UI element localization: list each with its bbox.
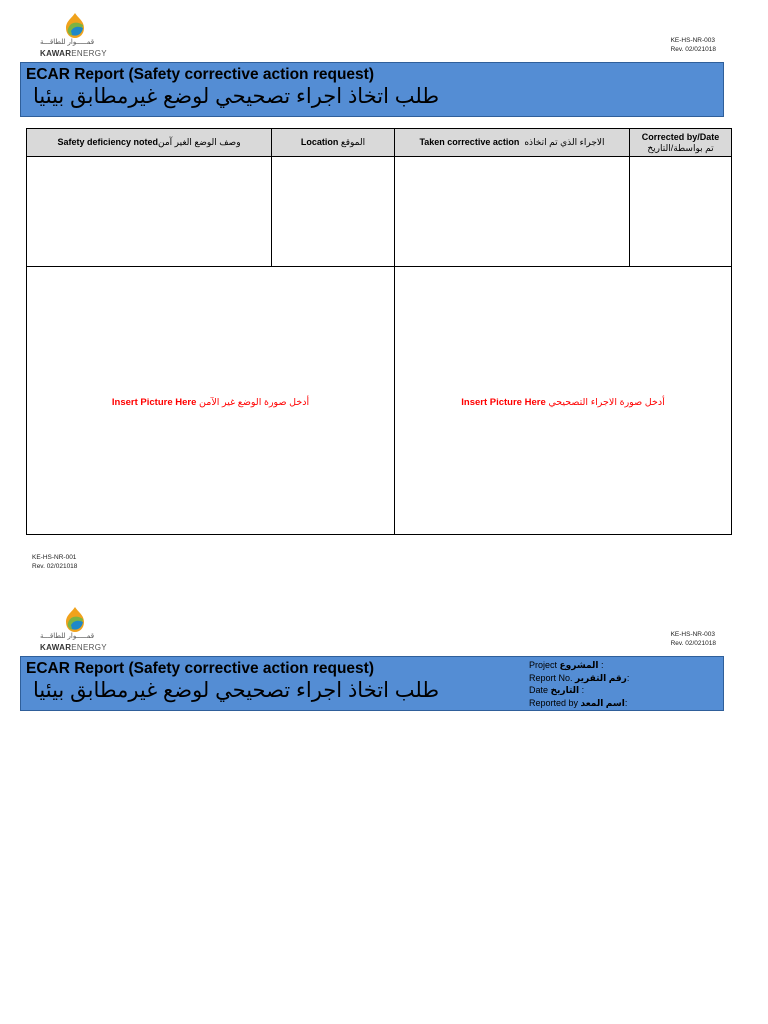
picture-placeholder-unsafe[interactable] — [27, 267, 395, 535]
document-reference — [671, 36, 716, 54]
table-header-row — [27, 129, 732, 157]
safety-deficiency-cell[interactable] — [27, 157, 272, 267]
company-logo — [40, 12, 116, 60]
report-title-banner — [20, 62, 724, 117]
picture-placeholder-corrective[interactable] — [395, 267, 732, 535]
document-revision: Rev. 02/021018 — [670, 640, 716, 647]
header-corrected-by: Corrected by/Date تم بواسطة/التاريخ — [630, 129, 732, 157]
report-title-banner — [20, 656, 724, 711]
report-title: ECAR Report (Safety corrective action request) — [26, 66, 374, 83]
footer-document-code: KE-HS-NR-001 — [32, 554, 77, 561]
picture-row — [27, 267, 732, 535]
report-title-arabic: طلب اتخاذ اجراء تصحيحي لوضع غيرمطابق بيئيا — [33, 85, 440, 108]
header-corrective-action: Taken corrective action الاجراء الذي تم اتخاذه — [395, 129, 630, 157]
meta-date[interactable]: Date التاريخ : — [529, 685, 585, 695]
meta-reported-by[interactable]: Reported by اسم المعد: — [529, 697, 628, 708]
header-location: Location الموقع — [272, 129, 395, 157]
report-meta-fields — [529, 659, 629, 709]
brand-name-arabic: قمـــــوار للطاقـــة — [40, 633, 95, 640]
picture-label-arabic: أدخل صورة الاجراء التصحيحي — [548, 396, 665, 408]
document-revision: Rev. 02/021018 — [670, 46, 716, 53]
picture-label: Insert Picture Here — [111, 396, 197, 408]
brand-name — [40, 643, 107, 652]
leaf-drop-logo-icon — [62, 606, 88, 634]
company-logo — [40, 606, 116, 654]
meta-report-no[interactable]: Report No. رقم التقرير: — [529, 672, 630, 683]
document-code: KE-HS-NR-003 — [670, 37, 716, 44]
footer-reference — [32, 553, 77, 571]
document-code: KE-HS-NR-003 — [670, 631, 716, 638]
brand-name — [40, 49, 107, 58]
brand-name-bold: KAWAR — [40, 643, 72, 652]
ecar-table — [26, 128, 732, 535]
corrected-by-cell[interactable] — [630, 157, 732, 267]
location-cell[interactable] — [272, 157, 395, 267]
meta-project[interactable]: Project المشروع : — [529, 660, 604, 670]
leaf-drop-logo-icon — [62, 12, 88, 40]
picture-label: Insert Picture Here — [461, 396, 546, 408]
document-reference — [671, 630, 716, 648]
brand-name-light: ENERGY — [71, 49, 107, 58]
header-safety-deficiency: Safety deficiency notedوصف الوضع الغير آمن — [27, 129, 272, 157]
brand-name-bold: KAWAR — [40, 49, 72, 58]
report-title-arabic: طلب اتخاذ اجراء تصحيحي لوضع غيرمطابق بيئيا — [33, 679, 440, 702]
footer-document-revision: Rev. 02/021018 — [32, 563, 78, 570]
brand-name-light: ENERGY — [71, 643, 107, 652]
report-title: ECAR Report (Safety corrective action request) — [26, 660, 374, 677]
table-row — [27, 157, 732, 267]
brand-name-arabic: قمـــــوار للطاقـــة — [40, 39, 95, 46]
corrective-action-cell[interactable] — [395, 157, 630, 267]
picture-label-arabic: أدخل صورة الوضع غير الآمن — [199, 396, 310, 408]
